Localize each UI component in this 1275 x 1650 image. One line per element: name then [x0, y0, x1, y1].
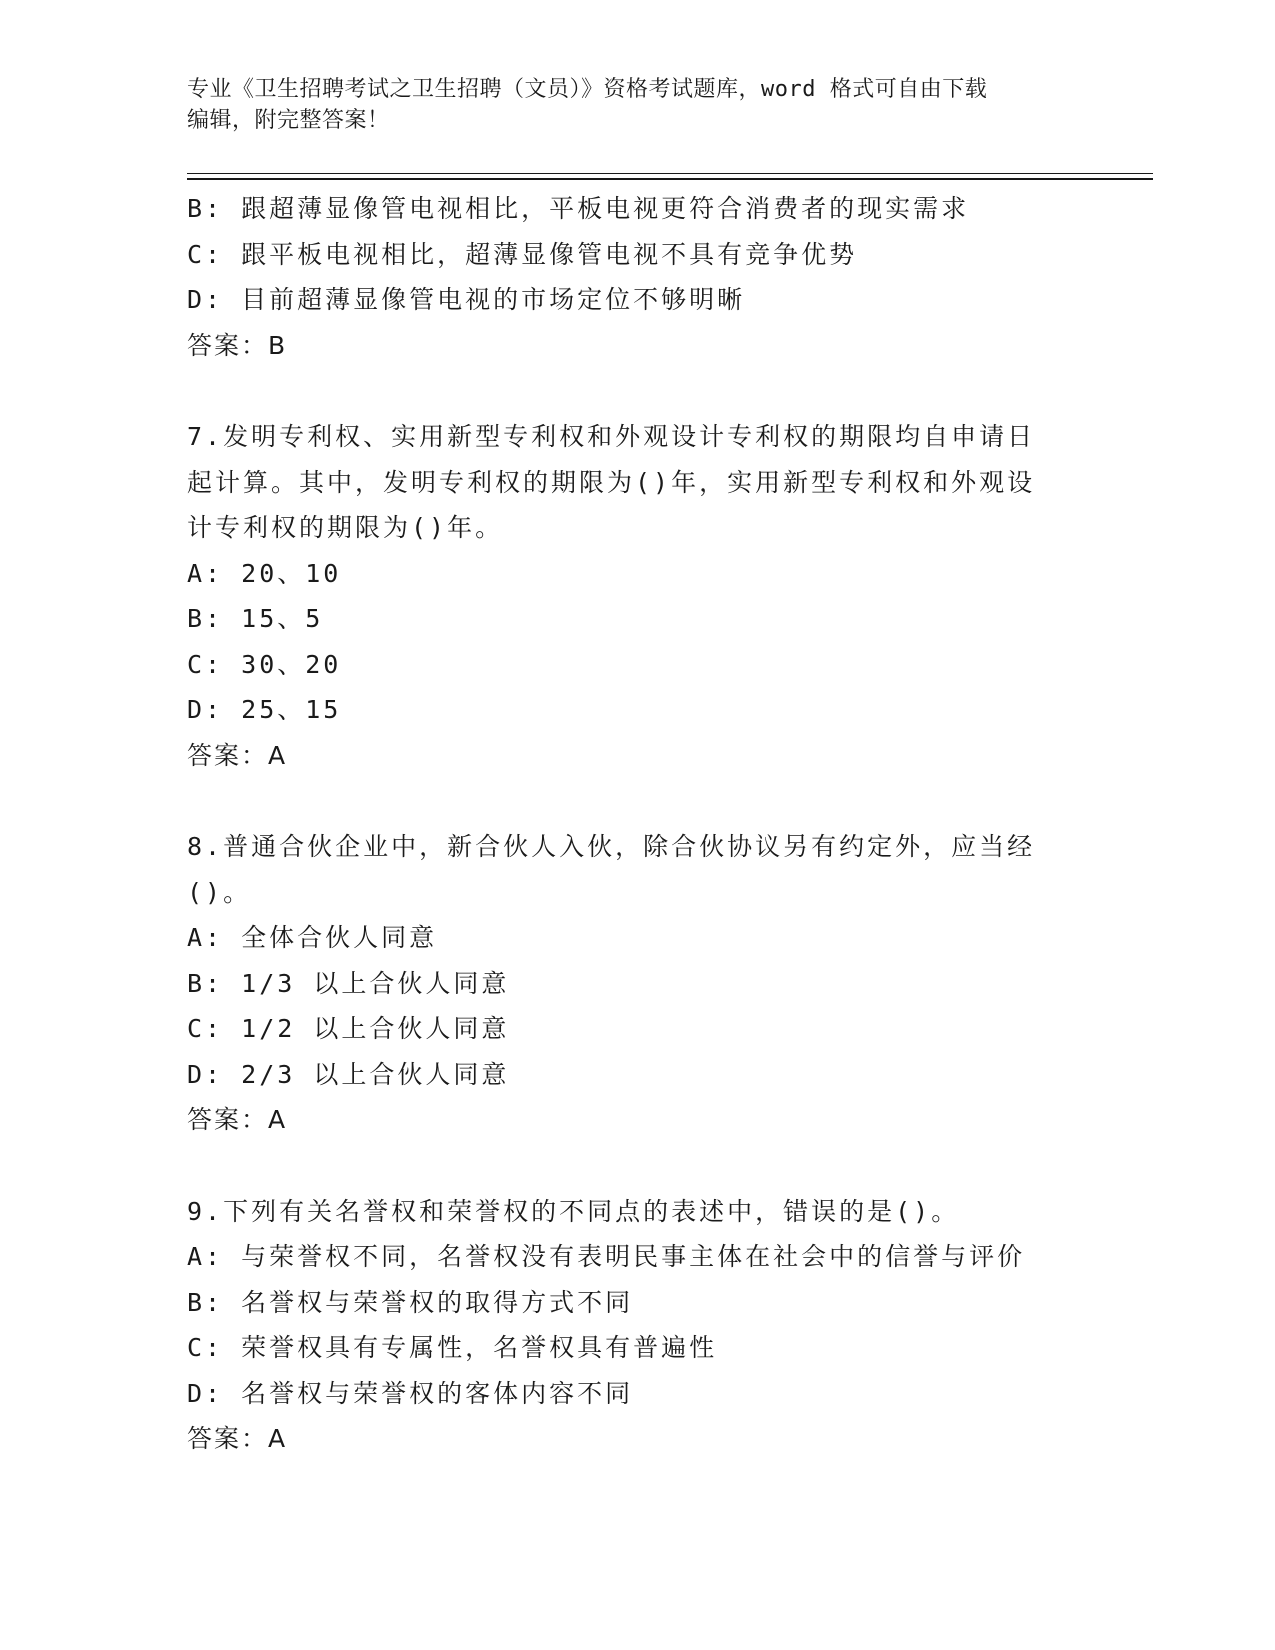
header-divider-thick	[187, 178, 1153, 180]
question-block-7	[187, 414, 1087, 778]
question-block-8	[187, 824, 1087, 1143]
option-b: B: 1/3 以上合伙人同意	[187, 968, 510, 998]
question-block-6	[187, 186, 1087, 368]
option-a: A: 全体合伙人同意	[187, 923, 438, 952]
option-b: B: 跟超薄显像管电视相比，平板电视更符合消费者的现实需求	[187, 194, 970, 223]
option-d: D: 名誉权与荣誉权的客体内容不同	[187, 1378, 634, 1408]
header-line-2: 编辑，附完整答案！	[187, 108, 390, 133]
question-text-line: 9.下列有关名誉权和荣誉权的不同点的表述中，错误的是()。	[187, 1196, 960, 1226]
question-text-line: 计专利权的期限为()年。	[187, 513, 504, 542]
question-text-line: 7.发明专利权、实用新型专利权和外观设计专利权的期限均自申请日	[187, 422, 1036, 451]
option-b: B: 名誉权与荣誉权的取得方式不同	[187, 1287, 634, 1317]
answer-line: 答案：A	[187, 1424, 288, 1453]
option-c: C: 30、20	[187, 649, 342, 679]
answer-line: 答案：A	[187, 1105, 288, 1134]
option-a: A: 20、10	[187, 558, 342, 588]
option-c: C: 1/2 以上合伙人同意	[187, 1014, 510, 1043]
header-divider-thin	[187, 173, 1153, 174]
option-d: D: 25、15	[187, 695, 342, 724]
option-d: D: 目前超薄显像管电视的市场定位不够明晰	[187, 285, 746, 314]
option-c: C: 跟平板电视相比，超薄显像管电视不具有竞争优势	[187, 239, 858, 269]
answer-line: 答案：B	[187, 330, 288, 360]
answer-line: 答案：A	[187, 740, 288, 770]
question-text-line: ()。	[187, 877, 252, 907]
option-d: D: 2/3 以上合伙人同意	[187, 1059, 510, 1089]
document-header	[187, 74, 1087, 136]
question-text-line: 8.普通合伙企业中，新合伙人入伙，除合伙协议另有约定外，应当经	[187, 832, 1036, 861]
header-line-1: 专业《卫生招聘考试之卫生招聘（文员）》资格考试题库，word 格式可自由下载	[187, 77, 988, 102]
question-list	[187, 186, 1087, 1462]
option-c: C: 荣誉权具有专属性，名誉权具有普遍性	[187, 1333, 718, 1362]
option-a: A: 与荣誉权不同，名誉权没有表明民事主体在社会中的信誉与评价	[187, 1242, 1026, 1271]
option-b: B: 15、5	[187, 604, 324, 633]
question-block-9	[187, 1189, 1087, 1462]
question-text-line: 起计算。其中，发明专利权的期限为()年，实用新型专利权和外观设	[187, 467, 1036, 497]
